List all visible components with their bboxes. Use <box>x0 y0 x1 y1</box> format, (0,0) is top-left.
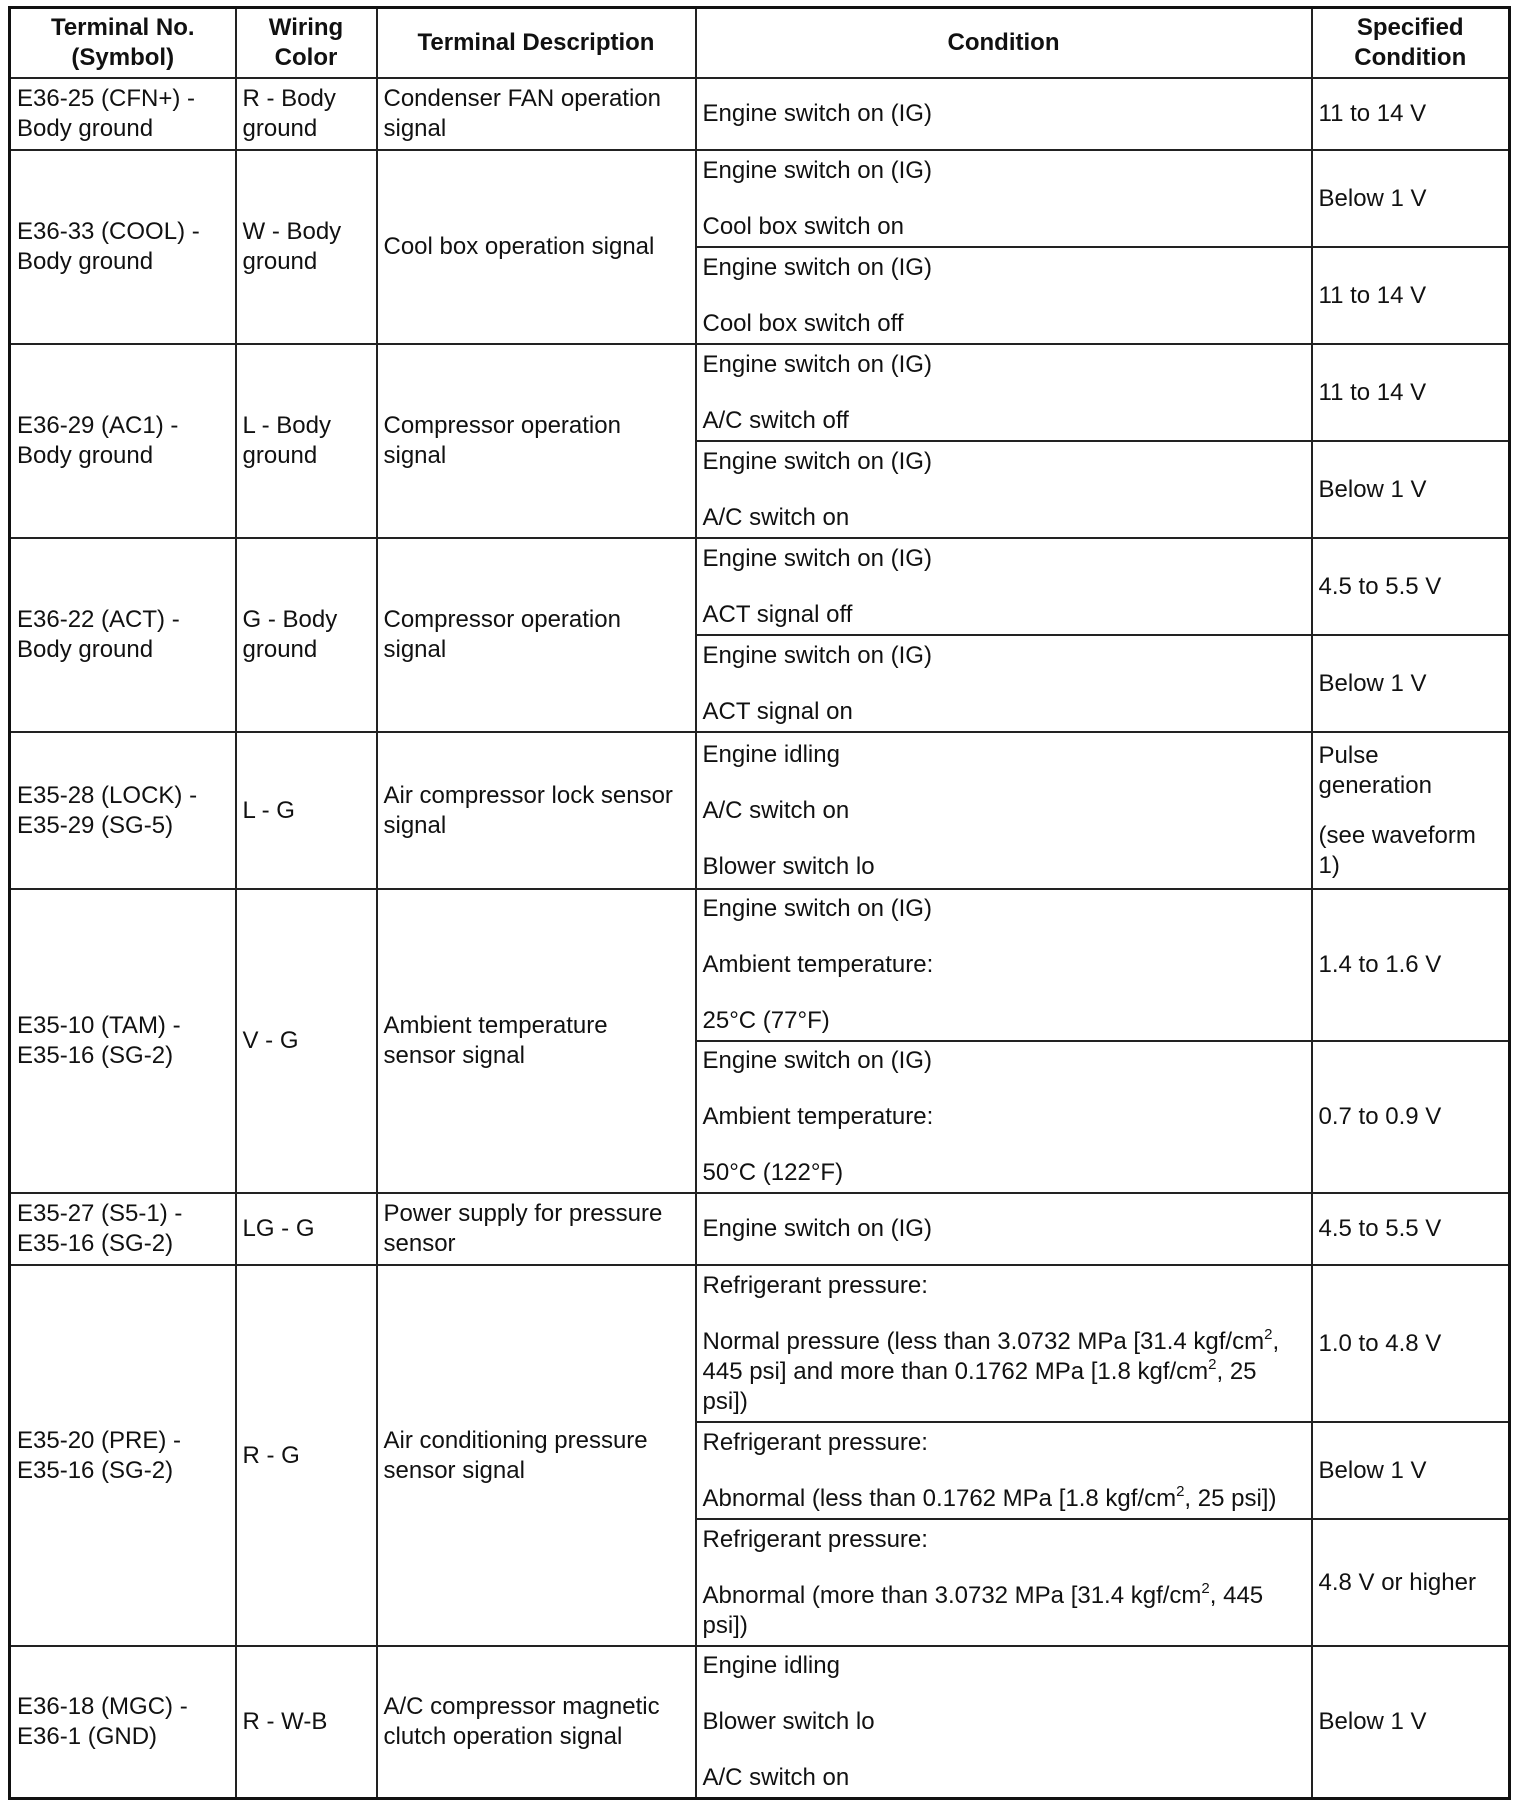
terminal-cell: E36-29 (AC1) - Body ground <box>10 344 236 538</box>
spec-cell: 0.7 to 0.9 V <box>1312 1041 1510 1193</box>
description-cell: Condenser FAN operation signal <box>377 78 696 150</box>
wiring-cell: R - W-B <box>236 1646 377 1798</box>
header-condition: Condition <box>696 8 1312 79</box>
terminal-cell: E35-27 (S5-1) - E35-16 (SG-2) <box>10 1193 236 1265</box>
terminal-cell: E35-10 (TAM) - E35-16 (SG-2) <box>10 889 236 1193</box>
condition-cell: Engine switch on (IG) Cool box switch on <box>696 150 1312 247</box>
header-wiring: Wiring Color <box>236 8 377 79</box>
condition-cell: Engine idling Blower switch lo A/C switch on <box>696 1646 1312 1798</box>
table-row <box>10 732 1510 889</box>
wiring-cell: R - G <box>236 1265 377 1646</box>
condition-cell: Engine switch on (IG) <box>696 78 1312 150</box>
spec-cell: 11 to 14 V <box>1312 78 1510 150</box>
table-row <box>10 150 1510 247</box>
terminal-cell: E35-28 (LOCK) - E35-29 (SG-5) <box>10 732 236 889</box>
spec-cell: Below 1 V <box>1312 1422 1510 1519</box>
spec-cell: Below 1 V <box>1312 1646 1510 1798</box>
terminal-spec-table <box>8 6 1511 1800</box>
wiring-cell: L - G <box>236 732 377 889</box>
spec-cell: Below 1 V <box>1312 441 1510 538</box>
description-cell: Power supply for pressure sensor <box>377 1193 696 1265</box>
description-cell: Air conditioning pressure sensor signal <box>377 1265 696 1646</box>
condition-cell: Refrigerant pressure: Abnormal (less than 0.1762 MPa [1.8 kgf/$cm^2$, 25 psi]) <box>696 1422 1312 1519</box>
description-cell: Air compressor lock sensor signal <box>377 732 696 889</box>
wiring-cell: R - Body ground <box>236 78 377 150</box>
table-row <box>10 538 1510 635</box>
header-terminal: Terminal No. (Symbol) <box>10 8 236 79</box>
condition-cell: Engine switch on (IG) A/C switch off <box>696 344 1312 441</box>
condition-cell: Engine switch on (IG) Ambient temperature: 50°C (122°F) <box>696 1041 1312 1193</box>
condition-cell: Refrigerant pressure: Abnormal (more than 3.0732 MPa [31.4 kgf/$cm^2$, 445 psi]) <box>696 1519 1312 1646</box>
spec-cell: 1.4 to 1.6 V <box>1312 889 1510 1041</box>
terminal-cell: E36-25 (CFN+) - Body ground <box>10 78 236 150</box>
condition-cell: Refrigerant pressure: Normal pressure (less than 3.0732 MPa [31.4 kgf/$cm^2$, 445 psi] and more than 0.1762 MPa [1.8 kgf/$cm^2$, 25 psi]) <box>696 1265 1312 1422</box>
table-row <box>10 78 1510 150</box>
spec-cell: Pulse generation (see waveform 1) <box>1312 732 1510 889</box>
description-cell: Ambient temperature sensor signal <box>377 889 696 1193</box>
spec-cell: 11 to 14 V <box>1312 247 1510 344</box>
terminal-cell: E36-33 (COOL) - Body ground <box>10 150 236 344</box>
table-row <box>10 1646 1510 1798</box>
condition-cell: Engine switch on (IG) A/C switch on <box>696 441 1312 538</box>
header-description: Terminal Description <box>377 8 696 79</box>
description-cell: Compressor operation signal <box>377 538 696 732</box>
header-specified: Specified Condition <box>1312 8 1510 79</box>
condition-cell: Engine switch on (IG) Cool box switch off <box>696 247 1312 344</box>
terminal-cell: E36-18 (MGC) - E36-1 (GND) <box>10 1646 236 1798</box>
spec-cell: Below 1 V <box>1312 150 1510 247</box>
spec-cell: 4.5 to 5.5 V <box>1312 538 1510 635</box>
description-cell: Compressor operation signal <box>377 344 696 538</box>
table-row <box>10 1193 1510 1265</box>
table-row <box>10 889 1510 1041</box>
condition-cell: Engine switch on (IG) Ambient temperature: 25°C (77°F) <box>696 889 1312 1041</box>
spec-cell: 4.8 V or higher <box>1312 1519 1510 1646</box>
condition-cell: Engine switch on (IG) ACT signal on <box>696 635 1312 732</box>
header-row <box>10 8 1510 79</box>
condition-cell: Engine switch on (IG) ACT signal off <box>696 538 1312 635</box>
wiring-cell: L - Body ground <box>236 344 377 538</box>
terminal-cell: E36-22 (ACT) - Body ground <box>10 538 236 732</box>
wiring-cell: W - Body ground <box>236 150 377 344</box>
terminal-cell: E35-20 (PRE) - E35-16 (SG-2) <box>10 1265 236 1646</box>
table-row <box>10 1265 1510 1422</box>
condition-cell: Engine switch on (IG) <box>696 1193 1312 1265</box>
wiring-cell: LG - G <box>236 1193 377 1265</box>
description-cell: A/C compressor magnetic clutch operation signal <box>377 1646 696 1798</box>
spec-cell: 1.0 to 4.8 V <box>1312 1265 1510 1422</box>
description-cell: Cool box operation signal <box>377 150 696 344</box>
wiring-cell: V - G <box>236 889 377 1193</box>
spec-cell: Below 1 V <box>1312 635 1510 732</box>
table-row <box>10 344 1510 441</box>
spec-cell: 4.5 to 5.5 V <box>1312 1193 1510 1265</box>
condition-cell: Engine idling A/C switch on Blower switch lo <box>696 732 1312 889</box>
spec-cell: 11 to 14 V <box>1312 344 1510 441</box>
wiring-cell: G - Body ground <box>236 538 377 732</box>
